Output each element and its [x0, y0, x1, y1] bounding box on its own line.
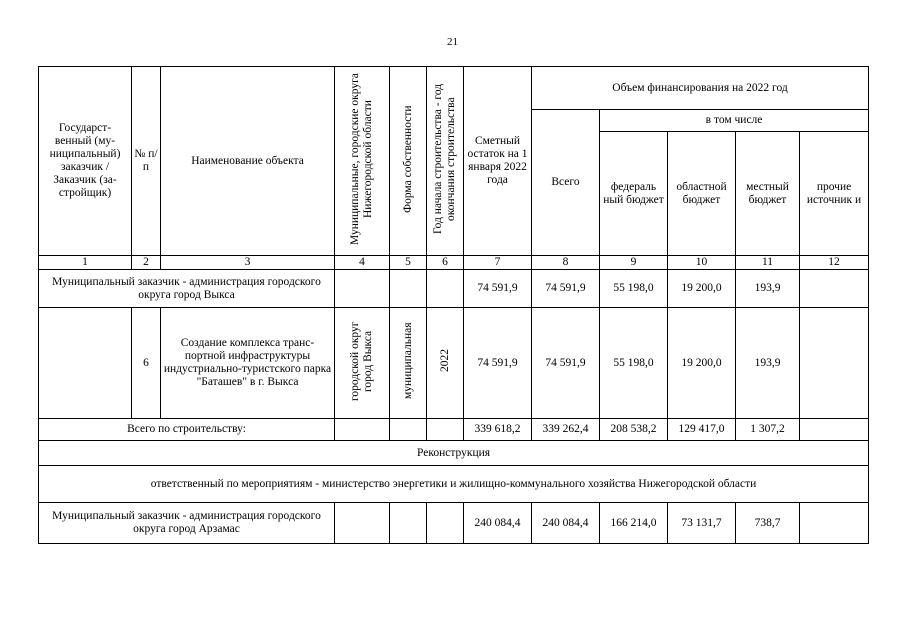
column-number: 11 [736, 256, 800, 270]
column-number: 8 [532, 256, 600, 270]
header-federal: федераль ный бюджет [600, 132, 668, 256]
customer-label: Муниципальный заказчик - администрация городского округа город Выкса [39, 270, 335, 308]
column-number: 6 [427, 256, 464, 270]
column-number: 7 [464, 256, 532, 270]
section-reconstruction: Реконструкция [39, 441, 869, 466]
federal-value: 166 214,0 [600, 503, 668, 544]
other-value [800, 270, 869, 308]
object-municipality-text: городской округ город Выкса [349, 321, 374, 401]
responsible-ministry: ответственный по мероприятиям - министерство энергетики и жилищно-коммунального хозяйства Нижегородской области [39, 466, 869, 503]
header-years [427, 67, 464, 256]
header-municipality-text: Муниципальные, городские округа Нижегородской области [349, 73, 374, 245]
local-value: 193,9 [736, 308, 800, 419]
object-ownership [390, 308, 427, 419]
customer-label: Муниципальный заказчик - администрация городского округа город Арзамас [39, 503, 335, 544]
regional-value: 73 131,7 [668, 503, 736, 544]
table-row [39, 466, 869, 503]
regional-value: 19 200,0 [668, 270, 736, 308]
column-number: 12 [800, 256, 869, 270]
object-ownership-text: муниципальная [401, 322, 414, 400]
other-value [800, 503, 869, 544]
local-value: 193,9 [736, 270, 800, 308]
total-value: 339 262,4 [532, 419, 600, 441]
object-name: Создание комплекса транс-портной инфраструктуры индустриально-туристского парка "Баташев" в г. Выкса [161, 308, 335, 419]
header-including: в том числе [600, 110, 869, 132]
header-object-name: Наименование объекта [161, 67, 335, 256]
column-number: 9 [600, 256, 668, 270]
header-local: местный бюджет [736, 132, 800, 256]
header-funding: Объем финансирования на 2022 год [532, 67, 869, 110]
header-customer: Государст-венный (му-ниципальный) заказчик / Заказчик (за-стройщик) [39, 67, 132, 256]
header-number: № п/п [132, 67, 161, 256]
column-number: 3 [161, 256, 335, 270]
table-row [39, 308, 869, 419]
local-value: 1 307,2 [736, 419, 800, 441]
header-years-text: Год начала строительства - год окончания строительства [432, 83, 457, 235]
empty-cell [390, 419, 427, 441]
column-number: 10 [668, 256, 736, 270]
balance-value: 74 591,9 [464, 270, 532, 308]
other-value [800, 308, 869, 419]
other-value [800, 419, 869, 441]
object-number: 6 [132, 308, 161, 419]
table-row [39, 270, 869, 308]
empty-cell [427, 419, 464, 441]
column-number: 1 [39, 256, 132, 270]
column-number: 5 [390, 256, 427, 270]
empty-cell [390, 270, 427, 308]
header-regional: областной бюджет [668, 132, 736, 256]
federal-value: 55 198,0 [600, 270, 668, 308]
local-value: 738,7 [736, 503, 800, 544]
table-row [39, 441, 869, 466]
financing-table [38, 66, 869, 544]
total-value: 74 591,9 [532, 308, 600, 419]
total-value: 74 591,9 [532, 270, 600, 308]
column-number: 2 [132, 256, 161, 270]
construction-total-label: Всего по строительству: [39, 419, 335, 441]
header-other: прочие источник и [800, 132, 869, 256]
balance-value: 240 084,4 [464, 503, 532, 544]
empty-cell [335, 270, 390, 308]
empty-cell [335, 503, 390, 544]
column-number-row [39, 256, 869, 270]
balance-value: 74 591,9 [464, 308, 532, 419]
federal-value: 208 538,2 [600, 419, 668, 441]
federal-value: 55 198,0 [600, 308, 668, 419]
column-number: 4 [335, 256, 390, 270]
total-value: 240 084,4 [532, 503, 600, 544]
regional-value: 19 200,0 [668, 308, 736, 419]
empty-cell [427, 503, 464, 544]
regional-value: 129 417,0 [668, 419, 736, 441]
header-balance: Сметный остаток на 1 января 2022 года [464, 67, 532, 256]
object-municipality [335, 308, 390, 419]
empty-cell [390, 503, 427, 544]
balance-value: 339 618,2 [464, 419, 532, 441]
header-total: Всего [532, 110, 600, 256]
empty-cell [39, 308, 132, 419]
empty-cell [335, 419, 390, 441]
table-row [39, 419, 869, 441]
header-municipality [335, 67, 390, 256]
object-years [427, 308, 464, 419]
empty-cell [427, 270, 464, 308]
table-row [39, 503, 869, 544]
object-years-text: 2022 [438, 349, 451, 373]
header-ownership-text: Форма собственности [401, 105, 414, 213]
page-number: 21 [447, 36, 458, 48]
header-ownership [390, 67, 427, 256]
